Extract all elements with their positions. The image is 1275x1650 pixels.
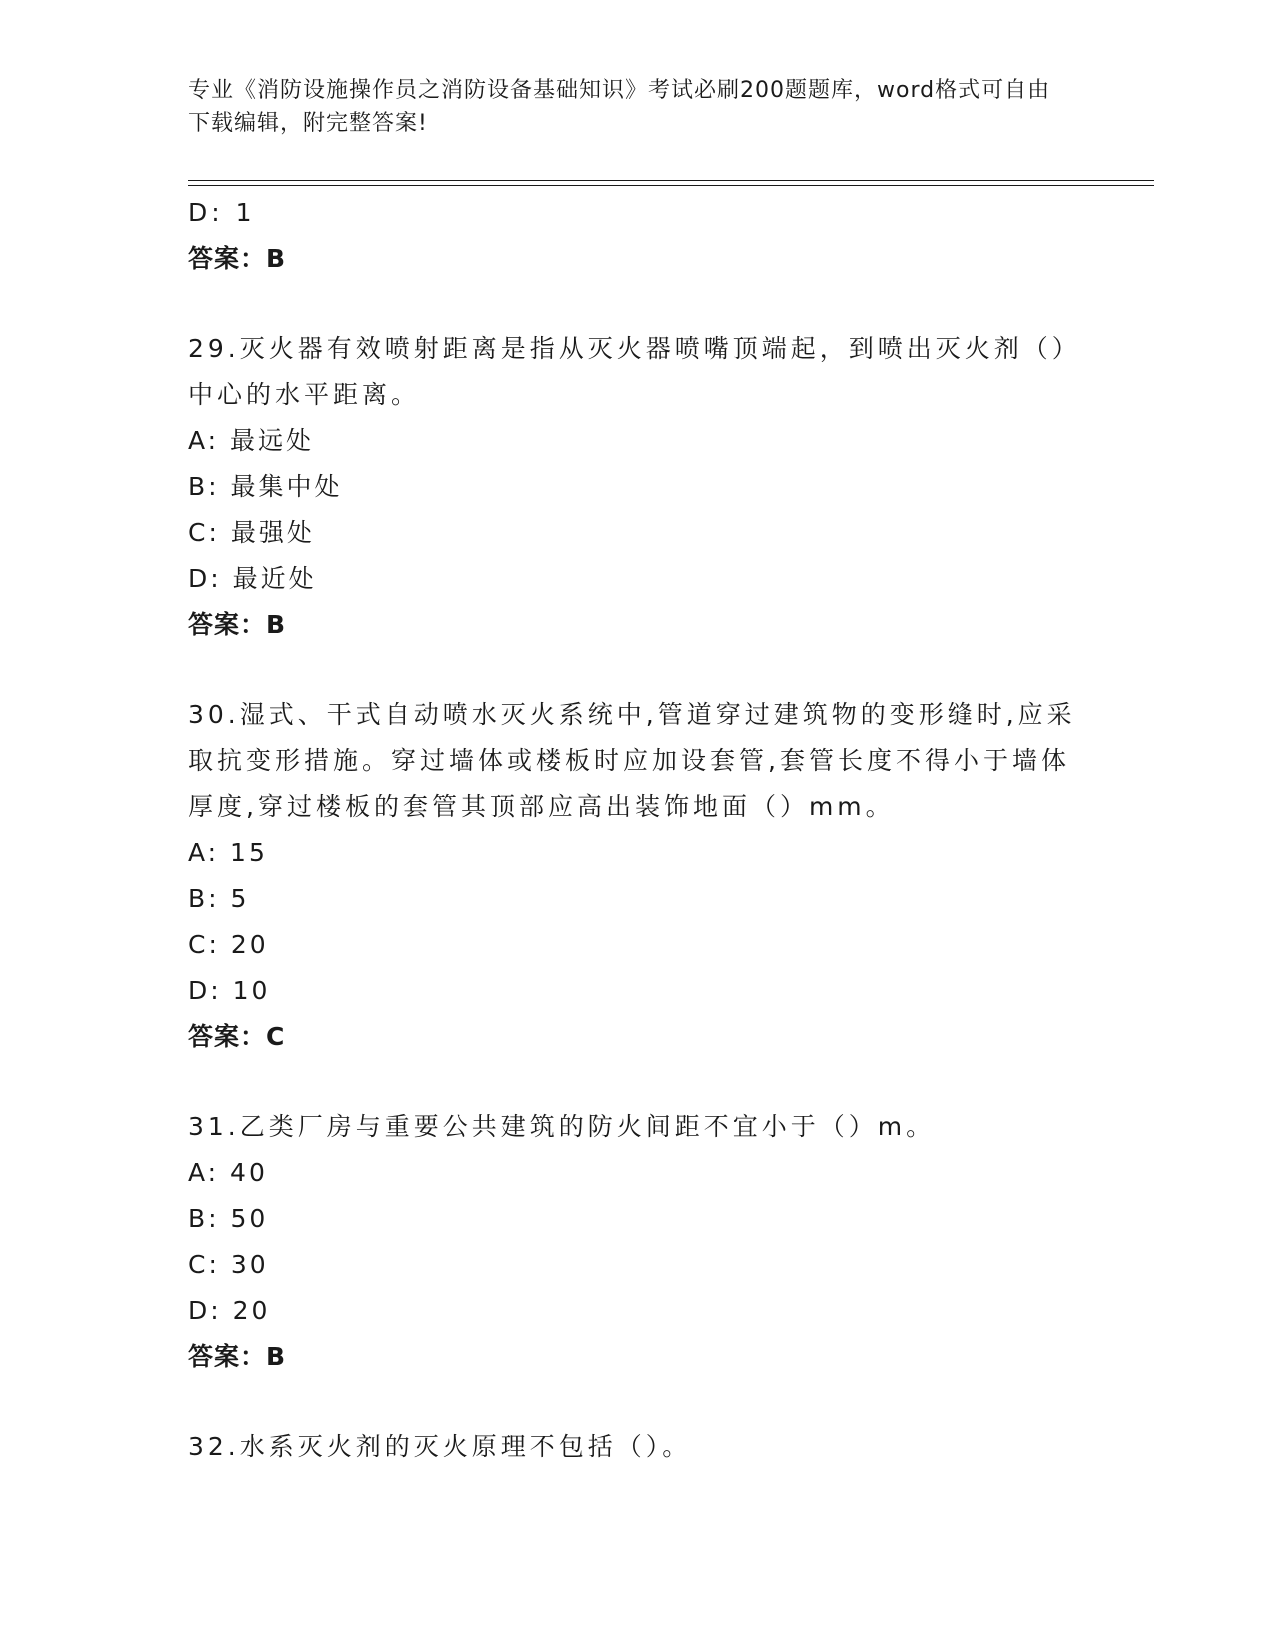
question-29: [188, 326, 1088, 648]
question-30: [188, 692, 1088, 1060]
option-a: A: 40: [188, 1158, 268, 1187]
option-c: C: 30: [188, 1250, 269, 1279]
document-body: [188, 190, 1088, 1470]
question-text: 29.灭火器有效喷射距离是指从灭火器喷嘴顶端起，到喷出灭火剂（）中心的水平距离。: [188, 334, 1081, 409]
question-text: 30.湿式、干式自动喷水灭火系统中,管道穿过建筑物的变形缝时,应采取抗变形措施。穿过墙体或楼板时应加设套管,套管长度不得小于墙体厚度,穿过楼板的套管其顶部应高出装饰地面（）mm。: [188, 700, 1076, 821]
option-b: B: 5: [188, 884, 250, 913]
question-text: 32.水系灭火剂的灭火原理不包括（）。: [188, 1432, 692, 1461]
option-d: D: 10: [188, 976, 271, 1005]
answer-line: 答案：B: [188, 610, 287, 639]
header-divider: [188, 180, 1154, 186]
answer-line: 答案：B: [188, 1342, 287, 1371]
option-c: C: 20: [188, 930, 269, 959]
option-a: A: 最远处: [188, 426, 315, 455]
answer-line: 答案：C: [188, 1022, 286, 1051]
option-b: B: 50: [188, 1204, 269, 1233]
option-d: D: 1: [188, 198, 256, 227]
option-c: C: 最强处: [188, 518, 315, 547]
question-31: [188, 1104, 1088, 1380]
option-d: D: 最近处: [188, 564, 317, 593]
page-header: 专业《消防设施操作员之消防设备基础知识》考试必刷200题题库，word格式可自由下载编辑，附完整答案!: [188, 78, 1051, 136]
answer-line: 答案：B: [188, 244, 287, 273]
option-b: B: 最集中处: [188, 472, 343, 501]
question-text: 31.乙类厂房与重要公共建筑的防火间距不宜小于（）m。: [188, 1112, 936, 1141]
option-a: A: 15: [188, 838, 268, 867]
question-32: [188, 1424, 1088, 1470]
option-d: D: 20: [188, 1296, 271, 1325]
